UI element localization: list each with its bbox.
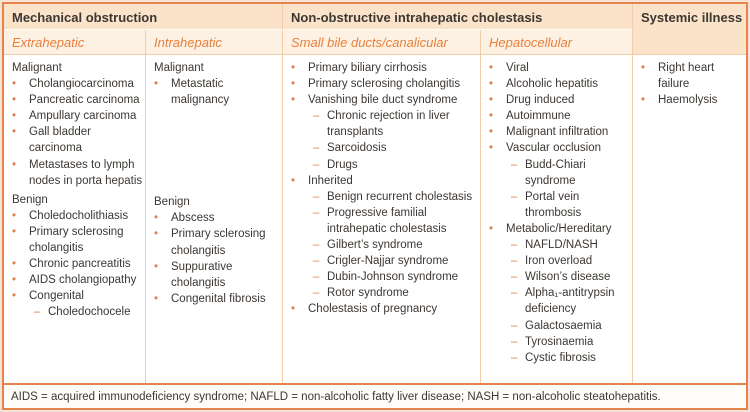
section [481,60,632,366]
bullet-icon: • [12,258,17,271]
bullet-icon: • [12,78,17,91]
bullet-icon: • [12,225,17,238]
bullet-icon: • [12,290,17,303]
dash-icon: – [313,206,320,219]
dash-icon: – [313,142,320,155]
bullet-icon: • [489,222,494,235]
list-item [12,208,145,224]
sub-list-item-text: Sarcoidosis [327,142,387,155]
dash-icon: – [511,287,518,300]
sub-list-item [313,157,480,173]
sub-list-item [313,285,480,301]
sub-list-item-text: NAFLD/NASH [525,239,598,252]
subheader-hepatocellular: Hepatocellular [481,30,633,55]
dash-icon: – [313,110,320,123]
footnote: AIDS = acquired immunodeficiency syndrome; NAFLD = non-alcoholic fatty liver disease; NASH = non-alcoholic steatohepatitis. [4,383,746,408]
list-item-text: Cholestasis of pregnancy [308,303,438,316]
section [146,194,282,307]
subheader-extrahepatic: Extrahepatic [4,30,146,55]
section [4,60,145,189]
list-item [12,124,145,156]
list-item-text: Drug induced [506,94,575,107]
list-item-text: Vascular occlusion [506,142,602,155]
group-header-non-obstructive-intrahepatic-cholestasis: Non-obstructive intrahepatic cholestasis [283,4,633,30]
sub-list-item-text: Benign recurrent cholestasis [327,190,473,203]
list-item-text: Primary sclerosing cholangitis [29,225,124,255]
list-item-text: Cholangiocarcinoma [29,78,134,91]
dash-icon: – [313,158,320,171]
column-hepatocellular [481,55,633,383]
sub-list-item-text: Galactosaemia [525,319,602,332]
list-item [12,272,145,288]
bullet-icon: • [291,94,296,107]
sub-list-item [511,157,632,189]
bullet-icon: • [12,126,17,139]
list-item-text: Gall bladder carcinoma [29,126,92,155]
list-item [154,210,282,226]
sub-list-item [313,140,480,156]
list-item [12,76,145,92]
list-item-text: Right heart failure [658,62,715,91]
sub-list-item [511,253,632,269]
sub-list-item [313,253,480,269]
list-item-text: Congenital [29,290,84,303]
dash-icon: – [511,351,518,364]
section-heading: Benign [12,193,48,206]
list-item-text: Viral [506,62,529,74]
list-item [154,226,282,258]
bullet-icon: • [12,110,17,123]
dash-icon: – [511,319,518,332]
group-header-mechanical-obstruction: Mechanical obstruction [4,4,283,30]
list-item [291,173,480,189]
list-item-text: Suppurative cholangitis [171,260,233,289]
bullet-icon: • [641,62,646,74]
sub-list-item-text: Gilbert’s syndrome [327,239,423,252]
sub-list-item-text: Cystic fibrosis [525,351,596,364]
sub-list-item [511,350,632,366]
bullet-icon: • [641,94,646,107]
dash-icon: – [511,335,518,348]
list-item [489,221,632,237]
sub-list-item-text: Choledochocele [48,306,131,319]
list-item [489,76,632,92]
dash-icon: – [313,239,320,252]
list-item [291,60,480,76]
sub-list-item-text: Crigler-Najjar syndrome [327,255,449,268]
list-item-text: Abscess [171,212,215,225]
section [633,60,746,108]
subheader-small-bile-ducts-canalicular: Small bile ducts/canalicular [283,30,481,55]
list-item-text: Ampullary carcinoma [29,110,137,123]
list-item-text: Primary biliary cirrhosis [308,62,427,74]
list-item [12,224,145,256]
sub-list-item-text: Progressive familial intrahepatic cholestasis [327,206,447,235]
bullet-icon: • [154,78,159,91]
sub-list-item-text: Drugs [327,158,358,171]
list-item-text: Inherited [308,174,353,187]
list-item [489,60,632,76]
list-item-text: Alcoholic hepatitis [506,78,599,91]
sub-list-item [313,237,480,253]
list-item [154,76,282,108]
sub-list-item [511,334,632,350]
sub-list-item [313,108,480,140]
bullet-icon: • [489,110,494,123]
bullet-icon: • [154,228,159,241]
column-extrahepatic [4,55,146,383]
bullet-icon: • [291,174,296,187]
list-item-text: Autoimmune [506,110,571,123]
dash-icon: – [313,271,320,284]
bullet-icon: • [489,94,494,107]
sub-list-item-text: Budd-Chiari syndrome [525,158,586,187]
dash-icon: – [511,158,518,171]
bullet-icon: • [489,142,494,155]
dash-icon: – [511,271,518,284]
list-item-text: Vanishing bile duct syndrome [308,94,458,107]
section-heading: Malignant [12,62,62,74]
sub-list-item-text: Iron overload [525,255,593,268]
bullet-icon: • [12,158,17,171]
list-item [154,291,282,307]
bullet-icon: • [154,260,159,273]
dash-icon: – [313,255,320,268]
group-header-systemic-illness: Systemic illness [633,4,746,55]
list-item-text: Metabolic/Hereditary [506,222,612,235]
column-intrahepatic [146,55,283,383]
sub-list-item [34,304,145,320]
sub-list-item [511,269,632,285]
dash-icon: – [511,255,518,268]
list-item [12,256,145,272]
list-item-text: Choledocholithiasis [29,209,129,222]
sub-list-item-text: Dubin-Johnson syndrome [327,271,459,284]
dash-icon: – [313,287,320,300]
sub-list-item-text: Tyrosinaemia [525,335,594,348]
list-item [489,92,632,108]
sub-list-item-text: Alpha₁-antitrypsin deficiency [525,287,615,316]
list-item-text: Primary sclerosing cholangitis [308,78,461,91]
dash-icon: – [511,190,518,203]
dash-icon: – [34,306,41,319]
subheader-intrahepatic: Intrahepatic [146,30,283,55]
list-item-text: AIDS cholangiopathy [29,274,137,287]
dash-icon: – [511,239,518,252]
list-item [291,92,480,108]
sub-list-item [313,269,480,285]
list-item [489,124,632,140]
list-item [641,92,746,108]
list-item [291,301,480,317]
list-item-text: Malignant infiltration [506,126,609,139]
sub-list-item [511,285,632,317]
list-item-text: Metastatic malignancy [171,78,230,107]
list-item-text: Chronic pancreatitis [29,258,131,271]
sub-list-item-text: Rotor syndrome [327,287,409,300]
list-item [154,259,282,291]
bullet-icon: • [154,212,159,225]
sub-list-item-text: Wilson’s disease [525,271,611,284]
bullet-icon: • [291,78,296,91]
column-systemic-illness [633,55,746,383]
section [283,60,480,318]
section-heading: Malignant [154,62,204,74]
sub-list-item-text: Chronic rejection in liver transplants [327,110,450,139]
sub-list-item [511,189,632,221]
bullet-icon: • [291,62,296,74]
list-item-text: Primary sclerosing cholangitis [171,228,266,257]
section [4,192,145,321]
sub-list-item [511,318,632,334]
dash-icon: – [313,190,320,203]
list-item [12,157,145,189]
section-heading: Benign [154,196,190,209]
sub-list-item [313,189,480,205]
list-item [12,108,145,124]
list-item-text: Pancreatic carcinoma [29,94,140,107]
column-small-bile-ducts-canalicular [283,55,481,383]
sub-list-item [511,237,632,253]
bullet-icon: • [489,78,494,91]
list-item [489,140,632,156]
bullet-icon: • [489,62,494,74]
bullet-icon: • [12,209,17,222]
list-item-text: Haemolysis [658,94,718,107]
sub-list-item-text: Portal vein thrombosis [525,190,582,219]
bullet-icon: • [154,292,159,305]
bullet-icon: • [12,94,17,107]
bullet-icon: • [291,303,296,316]
list-item-text: Congenital fibrosis [171,292,266,305]
list-item [641,60,746,92]
list-item [291,76,480,92]
list-item [12,92,145,108]
list-item [12,288,145,304]
list-item-text: Metastases to lymph nodes in porta hepatis [29,158,143,187]
list-item [489,108,632,124]
bullet-icon: • [489,126,494,139]
bullet-icon: • [12,274,17,287]
sub-list-item [313,205,480,237]
cholestasis-causes-table [2,2,748,410]
section [146,60,282,108]
